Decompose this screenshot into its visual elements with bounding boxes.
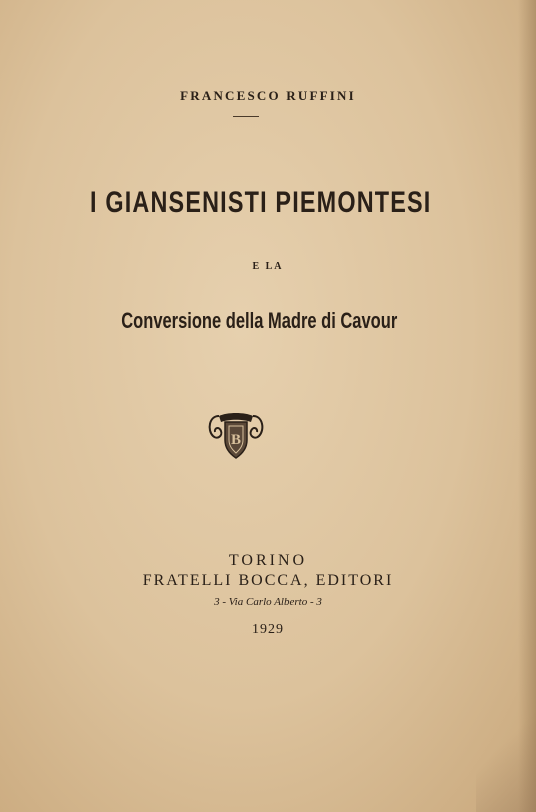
author-name: FRANCESCO RUFFINI [180,88,356,103]
publisher-address: 3 - Via Carlo Alberto - 3 [214,596,322,608]
title-conjunction: E LA [252,261,284,272]
book-subtitle: Conversione della Madre di Cavour [121,308,398,333]
author-divider [233,116,259,117]
book-title: I GIANSENISTI PIEMONTESI [90,186,432,219]
publication-place: TORINO [228,552,308,569]
worn-corner [476,702,536,812]
page-edge-shadow [518,0,536,812]
publisher-emblem-icon [205,406,267,462]
svg-text:B: B [230,432,242,448]
publisher-name: FRATELLI BOCCA, EDITORI [142,572,394,589]
publication-year: 1929 [252,622,284,637]
